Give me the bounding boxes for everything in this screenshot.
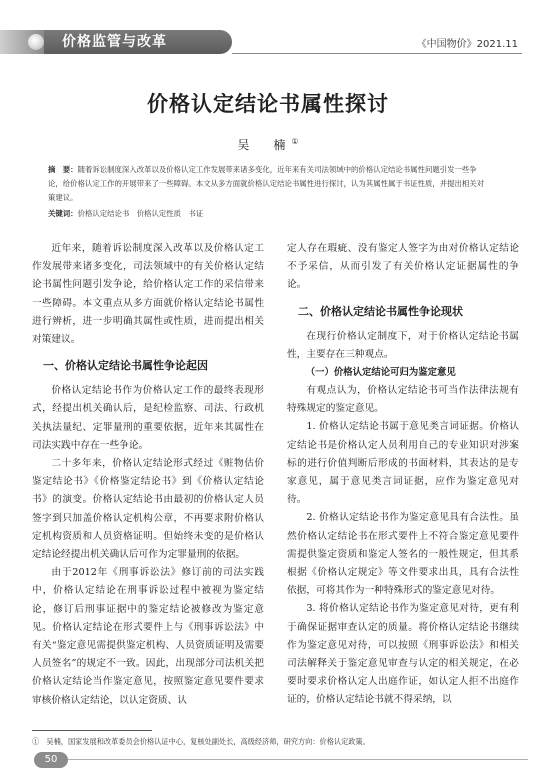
paragraph: 定人存在瑕疵、没有鉴定人签字为由对价格认定结论不予采信，从而引发了有关价格认定证据属性的争论。 xyxy=(287,243,519,291)
section-heading-2: 二、价格认定结论书属性争论现状 xyxy=(298,304,463,318)
subsection-heading: （一）价格认定结论可归为鉴定意见 xyxy=(305,367,456,379)
paragraph: 由于2012年《刑事诉讼法》修订前的司法实践中，价格认定结论在刑事诉讼过程中被视为鉴定结论，修订后刑事证据中的鉴定结论被修改为鉴定意见。价格认定结论在形式要件上与《刑事诉讼法》中有关“鉴定意见需提供鉴定机构、人员资质证明及需要人员签名”的规定不一致。因此，出现部分司法机关把价格认定结论当作鉴定意见，按照鉴定意见要件要求审核价格认定结论，以认定资质、认 xyxy=(32,567,264,706)
left-column xyxy=(32,240,264,710)
footer-divider xyxy=(68,759,528,760)
page-number: 50 xyxy=(34,752,68,768)
keywords-text: 价格认定结论书 价格认定性质 书证 xyxy=(77,209,204,218)
section-heading-1: 一、价格认定结论书属性争论起因 xyxy=(43,359,208,373)
bullet-icon xyxy=(28,34,44,50)
author-note-mark: ① xyxy=(291,137,299,146)
paragraph: 3. 将价格认定结论书作为鉴定意见对待，更有利于确保证据审查认定的质量。将价格认定结论书继续作为鉴定意见对待，可以按照《刑事诉讼法》和相关司法解释关于鉴定意见审查与认定的相关规定，在必要时要求价格认定人出庭作证，如认定人拒不出庭作证的，价格认定结论书就不得采纳，以 xyxy=(287,603,519,706)
paragraph: 2. 价格认定结论书作为鉴定意见具有合法性。虽然价格认定结论书在形式要件上不符合鉴定意见要件需提供鉴定资质和鉴定人签名的一般性规定，但其系根据《价格认定规定》等文件要求出具，具有合法性依据，可将其作为一种特殊形式的鉴定意见对待。 xyxy=(287,512,519,597)
paragraph: 价格认定结论书作为价格认定工作的最终表现形式，经提出机关确认后，是纪检监察、司法、行政机关执法量纪、定罪量刑的重要依据，近年来其属性在司法实践中存在一些争论。 xyxy=(32,385,264,451)
keywords-label: 关键词： xyxy=(48,209,78,218)
abstract-text: 随着诉讼制度深入改革以及价格认定工作发展带来诸多变化，近年来有关司法领域中的价格认定结论书属性问题引发一些争论，给价格认定工作的开展带来了一些障碍。本文从多方面就价格认定结论书属性进行探讨，认为其属性属于书证性质，并提出相关对策建议。 xyxy=(48,165,485,202)
paragraph: 在现行价格认定制度下，对于价格认定结论书属性，主要存在三种观点。 xyxy=(287,330,519,360)
footnote-divider xyxy=(32,730,152,731)
paragraph: 1. 价格认定结论书属于意见类言词证据。价格认定结论书是价格认定人员利用自己的专业知识对涉案标的进行价值判断后形成的书面材料，其表达的是专家意见，属于意见类言词证据，应作为鉴定意见对待。 xyxy=(287,421,519,506)
header-divider xyxy=(232,53,522,54)
abstract-label: 摘 要： xyxy=(48,165,78,174)
abstract xyxy=(48,163,488,205)
paragraph: 近年来，随着诉讼制度深入改革以及价格认定工作发展带来诸多变化，司法领域中的有关价格认定结论书属性问题引发争论，给价格认定工作的采信带来一些障碍。本文重点从多方面就价格认定结论书属性进行辨析，进一步明确其属性或性质，进而提出相关对策建议。 xyxy=(32,243,264,346)
author-line xyxy=(0,136,536,153)
paragraph: 二十多年来，价格认定结论形式经过《赃物估价鉴定结论书》《价格鉴定结论书》到《价格认定结论书》的演变。价格认定结论书由最初的价格认定人员签字到只加盖价格认定机构公章，不再要求附价格认定机构资质和人员资格证明。但始终未变的是价格认定结论经提出机关确认后可作为定罪量刑的依据。 xyxy=(32,458,264,561)
journal-issue: 《中国物价》2021.11 xyxy=(416,39,518,50)
keywords xyxy=(48,208,488,220)
footnote: ① 吴楠，国家发展和改革委员会价格认证中心，复核处副处长，高级经济师，研究方向：价格认定政策。 xyxy=(32,737,370,746)
article-title: 价格认定结论书属性探讨 xyxy=(147,92,389,116)
author-name: 吴 楠 xyxy=(237,138,292,152)
section-name: 价格监管与改革 xyxy=(62,34,167,50)
right-column xyxy=(287,240,519,710)
paragraph: 有观点认为，价格认定结论书可当作法律法规有特殊规定的鉴定意见。 xyxy=(287,385,519,415)
